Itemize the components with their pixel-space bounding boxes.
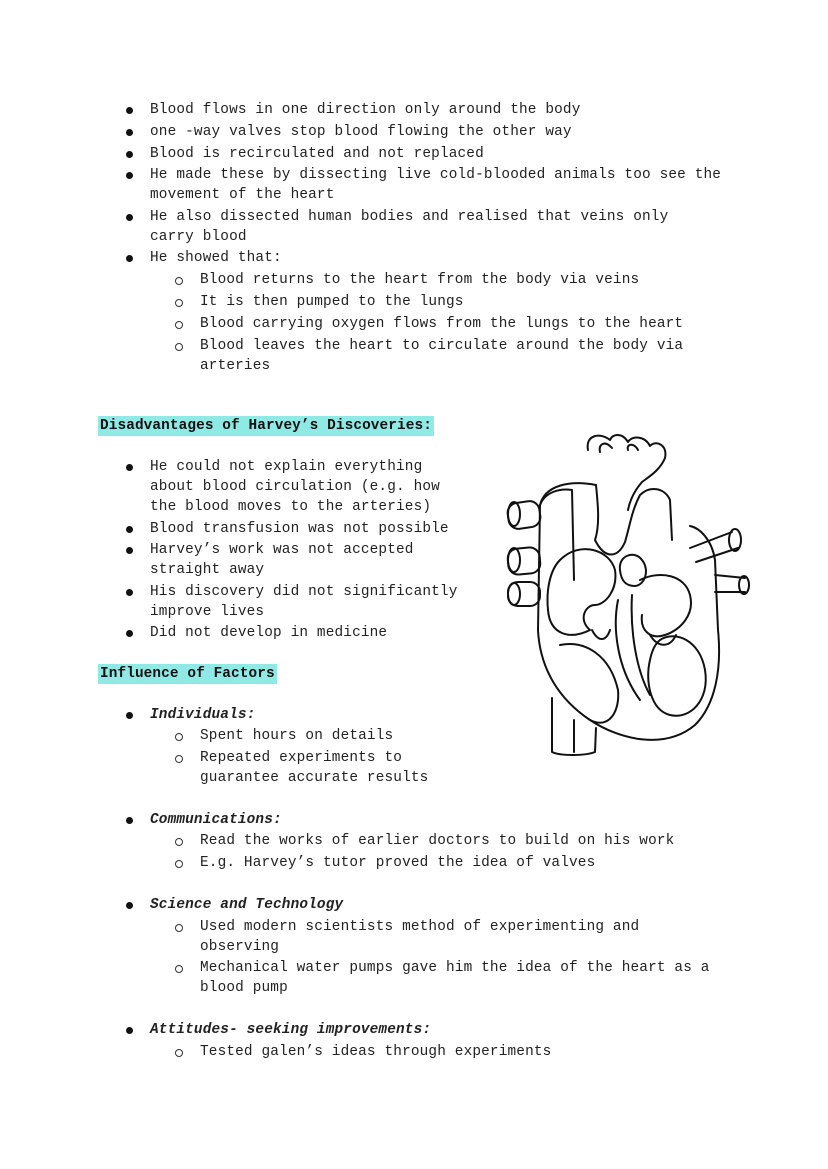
bullet-icon (126, 1027, 133, 1034)
factor-title-individuals: Individuals: (150, 707, 256, 723)
intro-bullet-4: He made these by dissecting live cold-blooded animals too see the movement of the heart (150, 167, 730, 203)
bullet-icon (126, 214, 133, 221)
circle-bullet-icon (175, 1049, 183, 1057)
showed-sub-4: Blood leaves the heart to circulate around the body via arteries (200, 338, 693, 374)
factor-item: Spent hours on details (200, 728, 394, 744)
factor-title-science: Science and Technology (150, 897, 344, 913)
bullet-icon (126, 817, 133, 824)
heart-diagram-icon (500, 430, 750, 765)
disadvantages-heading: Disadvantages of Harvey’s Discoveries: (100, 418, 432, 434)
factor-title-communications: Communications: (150, 812, 282, 828)
bullet-icon (126, 151, 133, 158)
circle-bullet-icon (175, 965, 183, 973)
bullet-icon (126, 172, 133, 179)
circle-bullet-icon (175, 277, 183, 285)
disadvantage-item-5: Did not develop in medicine (150, 625, 388, 641)
intro-bullet-1: Blood flows in one direction only around the body (150, 102, 581, 118)
bullet-icon (126, 589, 133, 596)
bullet-icon (126, 464, 133, 471)
intro-bullet-3: Blood is recirculated and not replaced (150, 146, 484, 162)
bullet-icon (126, 255, 133, 262)
factor-item: Used modern scientists method of experimenting and observing (200, 919, 649, 955)
factor-item: E.g. Harvey’s tutor proved the idea of valves (200, 855, 596, 871)
bullet-icon (126, 630, 133, 637)
circle-bullet-icon (175, 299, 183, 307)
factors-heading: Influence of Factors (100, 666, 275, 682)
circle-bullet-icon (175, 755, 183, 763)
showed-sub-3: Blood carrying oxygen flows from the lungs to the heart (200, 316, 684, 332)
bullet-icon (126, 712, 133, 719)
factor-item: Repeated experiments to guarantee accurate results (200, 750, 429, 786)
intro-bullet-5: He also dissected human bodies and realised that veins only carry blood (150, 209, 678, 245)
disadvantage-item-1: He could not explain everything about blood circulation (e.g. how the blood moves to the arteries) (150, 459, 449, 515)
bullet-icon (126, 129, 133, 136)
showed-sub-1: Blood returns to the heart from the body via veins (200, 272, 640, 288)
bullet-icon (126, 547, 133, 554)
disadvantage-item-2: Blood transfusion was not possible (150, 521, 449, 537)
factor-title-attitudes: Attitudes- seeking improvements: (150, 1022, 432, 1038)
factor-item: Tested galen’s ideas through experiments (200, 1044, 552, 1060)
bullet-icon (126, 902, 133, 909)
circle-bullet-icon (175, 924, 183, 932)
bullet-icon (126, 107, 133, 114)
intro-bullet-6: He showed that: (150, 250, 282, 266)
disadvantage-item-3: Harvey’s work was not accepted straight away (150, 542, 423, 578)
factor-item: Read the works of earlier doctors to build on his work (200, 833, 675, 849)
intro-bullet-2: one -way valves stop blood flowing the other way (150, 124, 572, 140)
disadvantage-item-4: His discovery did not significantly improve lives (150, 584, 467, 620)
circle-bullet-icon (175, 860, 183, 868)
circle-bullet-icon (175, 343, 183, 351)
factor-item: Mechanical water pumps gave him the idea of the heart as a blood pump (200, 960, 719, 996)
circle-bullet-icon (175, 733, 183, 741)
bullet-icon (126, 526, 133, 533)
showed-sub-2: It is then pumped to the lungs (200, 294, 464, 310)
circle-bullet-icon (175, 321, 183, 329)
circle-bullet-icon (175, 838, 183, 846)
